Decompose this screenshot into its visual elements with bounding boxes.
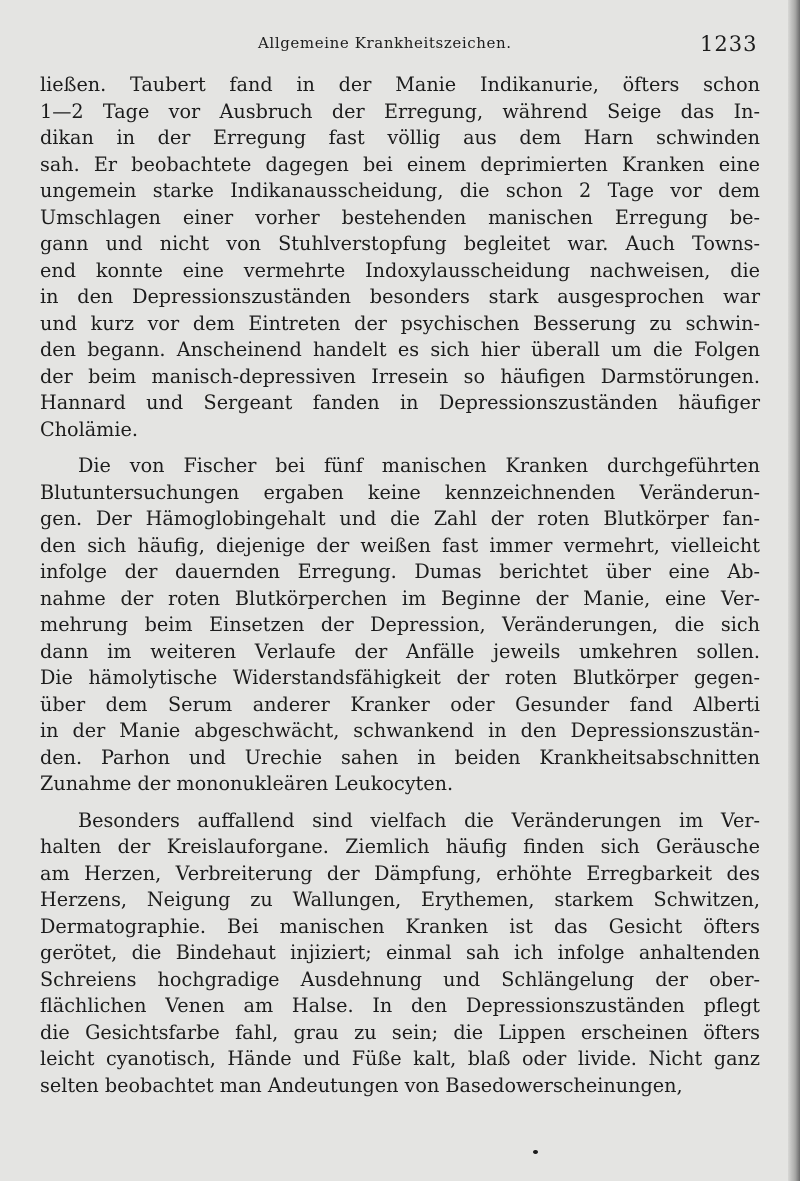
paragraph-gap [40,443,760,453]
text-line: Die hämolytische Widerstandsfähigkeit der roten Blutkörper gegen- [40,666,760,689]
text-line: gerötet, die Bindehaut injiziert; einmal sah ich infolge anhaltenden [40,941,760,964]
text-line: infolge der dauernden Erregung. Dumas berichtet über eine Ab- [40,560,760,583]
text-line: Dermatographie. Bei manischen Kranken ist das Gesicht öfters [40,914,760,938]
text-line: Umschlagen einer vorher bestehenden manischen Erregung be- [40,205,760,229]
text-line: ungemein starke Indikanausscheidung, die schon 2 Tage vor dem [40,179,760,202]
text-line: der beim manisch-depressiven Irresein so häufigen Darmstörungen. [40,364,760,388]
ink-speck [533,1150,538,1154]
text-line: den. Parhon und Urechie sahen in beiden Krankheitsabschnitten [40,745,760,769]
text-line: in der Manie abgeschwächt, schwankend in den Depressionszustän- [40,719,760,742]
text-line: gann und nicht von Stuhlverstopfung begleitet war. Auch Towns- [40,232,760,255]
text-line: Schreiens hochgradige Ausdehnung und Schlängelung der ober- [40,967,760,991]
text-line: den begann. Anscheinend handelt es sich hier überall um die Folgen [40,338,760,361]
text-line: Zunahme der mononukleären Leukocyten. [40,772,454,795]
page-spine-shadow [788,0,800,1181]
text-line: Die von Fischer bei fünf manischen Kranken durchgeführten [78,454,760,477]
text-line: selten beobachtet man Andeutungen von Basedowerscheinungen, [40,1073,683,1097]
text-line: end konnte eine vermehrte Indoxylausscheidung nachweisen, die [40,258,760,282]
text-line: halten der Kreislauforgane. Ziemlich häufig finden sich Geräusche [40,835,760,858]
text-line: ließen. Taubert fand in der Manie Indikanurie, öfters schon [40,73,760,96]
text-line: Hannard und Sergeant fanden in Depressionszuständen häufiger [40,391,760,414]
text-line: dikan in der Erregung fast völlig aus dem Harn schwinden [40,126,760,149]
text-line: sah. Er beobachtete dagegen bei einem deprimierten Kranken eine [40,152,760,176]
text-line: leicht cyanotisch, Hände und Füße kalt, blaß oder livide. Nicht ganz [40,1047,760,1070]
text-line: die Gesichtsfarbe fahl, grau zu sein; die Lippen erscheinen öfters [40,1020,760,1044]
text-line: über dem Serum anderer Kranker oder Gesunder fand Alberti [40,692,760,716]
running-head: Allgemeine Krankheitszeichen. [258,34,512,52]
text-line: flächlichen Venen am Halse. In den Depressionszuständen pflegt [40,994,760,1017]
paragraph [40,72,760,443]
text-line: gen. Der Hämoglobingehalt und die Zahl der roten Blutkörper fan- [40,507,760,530]
text-line: mehrung beim Einsetzen der Depression, Veränderungen, die sich [40,613,760,636]
text-line: Cholämie. [40,417,138,441]
text-line: in den Depressionszuständen besonders stark ausgesprochen war [40,285,760,308]
text-line: dann im weiteren Verlaufe der Anfälle jeweils umkehren sollen. [40,639,760,663]
text-line: und kurz vor dem Eintreten der psychischen Besserung zu schwin- [40,311,760,335]
paragraph-gap [40,798,760,808]
text-line: den sich häufig, diejenige der weißen fast immer vermehrt, vielleicht [40,533,760,557]
body-text [40,72,760,1099]
page-header [0,32,800,58]
text-line: Besonders auffallend sind vielfach die Veränderungen im Ver- [78,808,760,832]
text-line: am Herzen, Verbreiterung der Dämpfung, erhöhte Erregbarkeit des [40,861,760,885]
text-line: nahme der roten Blutkörperchen im Beginne der Manie, eine Ver- [40,586,760,610]
paragraph [40,453,760,798]
text-line: 1—2 Tage vor Ausbruch der Erregung, während Seige das In- [40,99,760,123]
text-line: Blutuntersuchungen ergaben keine kennzeichnenden Veränderun- [40,480,760,504]
page-number: 1233 [700,32,758,56]
paragraph [40,808,760,1100]
text-line: Herzens, Neigung zu Wallungen, Erythemen, starkem Schwitzen, [40,888,760,911]
